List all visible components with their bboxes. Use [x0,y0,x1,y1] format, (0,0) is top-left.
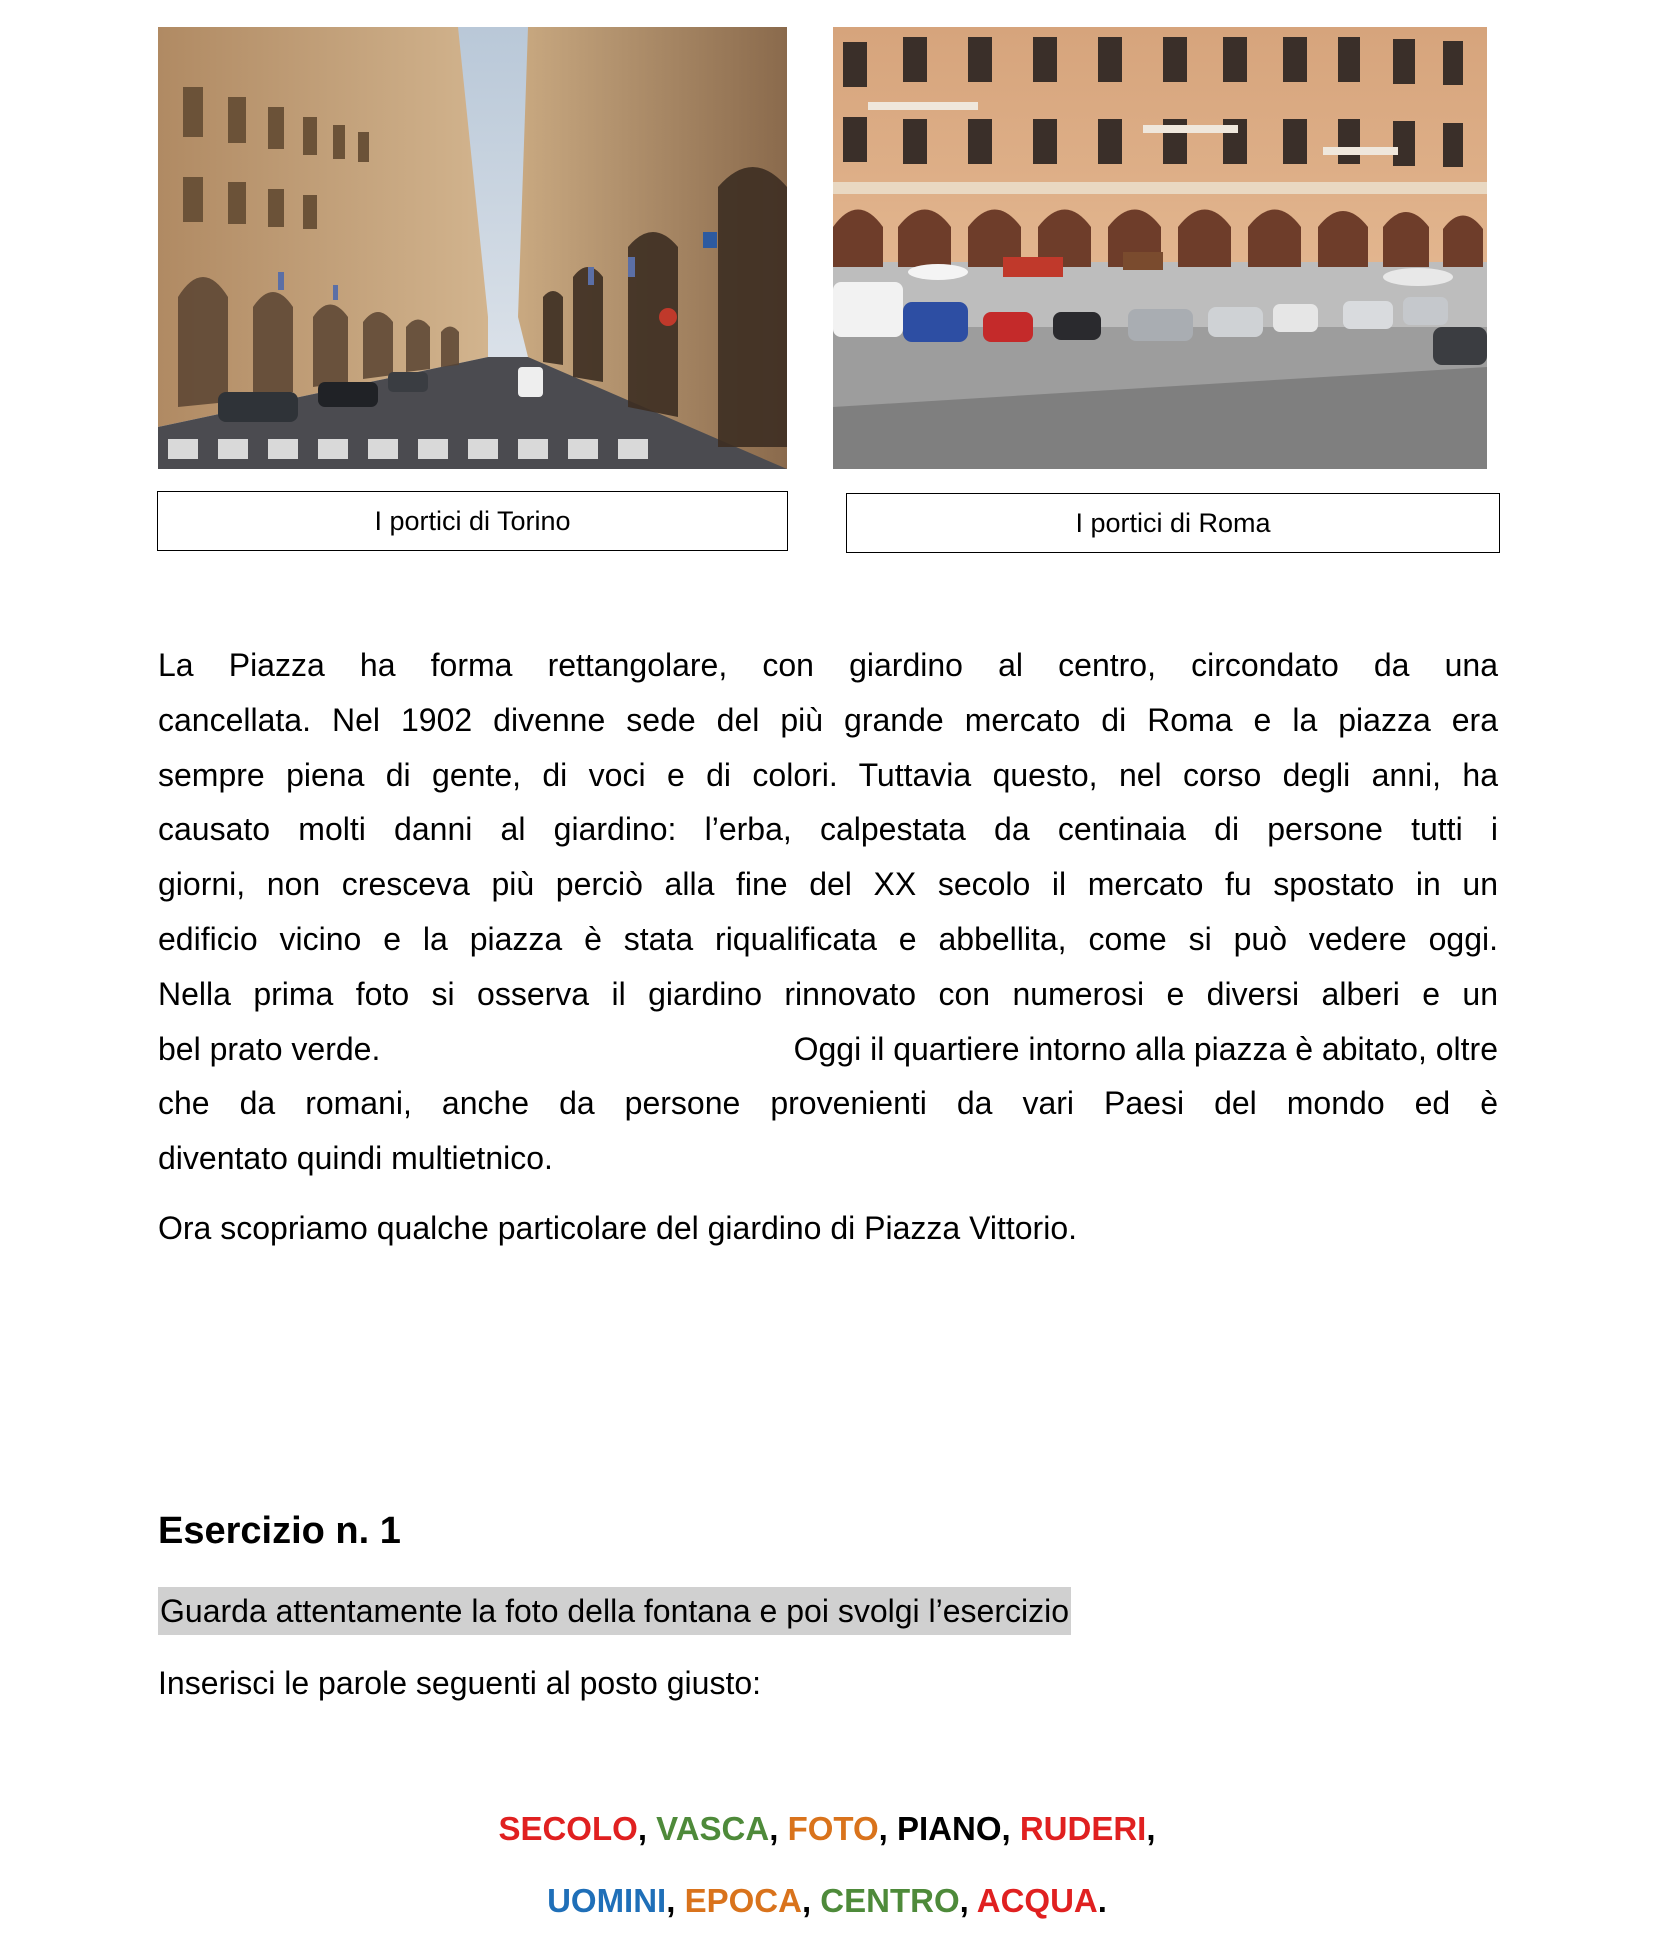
word-bank-line-2 [0,1877,1654,1925]
word-bank-item [685,1882,821,1919]
paragraph-line-right: Oggi il quartiere intorno alla piazza è abitato, oltre [793,1030,1498,1067]
paragraph-piazza-description [158,638,1498,1186]
paragraph-line: cancellata. Nel 1902 divenne sede del più grande mercato di Roma e la piazza era [158,701,1498,738]
paragraph-line: Nella prima foto si osserva il giardino rinnovato con numerosi e diversi alberi e un [158,975,1498,1012]
word-bank-word: ACQUA [976,1882,1098,1919]
paragraph-line-left: bel prato verde. [158,1030,381,1067]
word-bank-separator: . [1097,1882,1107,1919]
word-bank-word: UOMINI [547,1882,667,1919]
word-bank-word: FOTO [787,1810,879,1847]
caption-torino [157,491,788,551]
word-bank-separator: , [878,1810,897,1847]
caption-roma-text: I portici di Roma [1075,507,1271,538]
word-bank-item [977,1882,1107,1919]
word-bank-item [788,1810,897,1847]
word-bank-item [498,1810,656,1847]
exercise-instruction: Guarda attentamente la foto della fontana e poi svolgi l’esercizio [158,1587,1071,1635]
word-bank-separator: , [801,1882,821,1919]
word-bank-line-1 [0,1805,1654,1853]
paragraph-line: diventato quindi multietnico. [158,1140,553,1177]
photo-torino-image [158,27,787,469]
word-bank-item [547,1882,685,1919]
paragraph-closing: Ora scopriamo qualche particolare del giardino di Piazza Vittorio. [158,1210,1077,1246]
caption-torino-text: I portici di Torino [374,505,571,536]
word-bank-separator: , [1001,1810,1020,1847]
exercise-title: Esercizio n. 1 [158,1510,401,1552]
paragraph-line-split [158,1022,1498,1077]
word-bank-separator: , [959,1882,977,1919]
paragraph-line: giorni, non cresceva più perciò alla fine del XX secolo il mercato fu spostato in un [158,866,1498,903]
photo-portici-roma [833,27,1487,469]
paragraph-line: sempre piena di gente, di voci e di colori. Tuttavia questo, nel corso degli anni, ha [158,756,1498,793]
word-bank-word: VASCA [656,1810,770,1847]
word-bank-item [820,1882,976,1919]
word-bank-item [1020,1810,1156,1847]
paragraph-line: che da romani, anche da persone provenienti da vari Paesi del mondo ed è [158,1085,1498,1122]
paragraph-line: edificio vicino e la piazza è stata riqualificata e abbellita, come si può vedere oggi. [158,920,1498,957]
photo-roma-image [833,27,1487,469]
word-bank-word: EPOCA [684,1882,802,1919]
exercise-prompt: Inserisci le parole seguenti al posto giusto: [158,1665,762,1701]
word-bank-word: CENTRO [820,1882,960,1919]
word-bank-separator: , [666,1882,685,1919]
word-bank-item [897,1810,1020,1847]
paragraph-line: La Piazza ha forma rettangolare, con giardino al centro, circondato da una [158,647,1498,683]
paragraph-line: causato molti danni al giardino: l’erba, calpestata da centinaia di persone tutti i [158,811,1498,848]
word-bank-word: RUDERI [1019,1810,1147,1847]
photo-portici-torino [158,27,787,469]
word-bank-item [656,1810,787,1847]
word-bank-separator: , [769,1810,788,1847]
word-bank-separator: , [637,1810,657,1847]
word-bank-word: SECOLO [498,1810,638,1847]
word-bank-separator: , [1146,1810,1156,1847]
word-bank-word: PIANO [896,1810,1002,1847]
caption-roma [846,493,1500,553]
